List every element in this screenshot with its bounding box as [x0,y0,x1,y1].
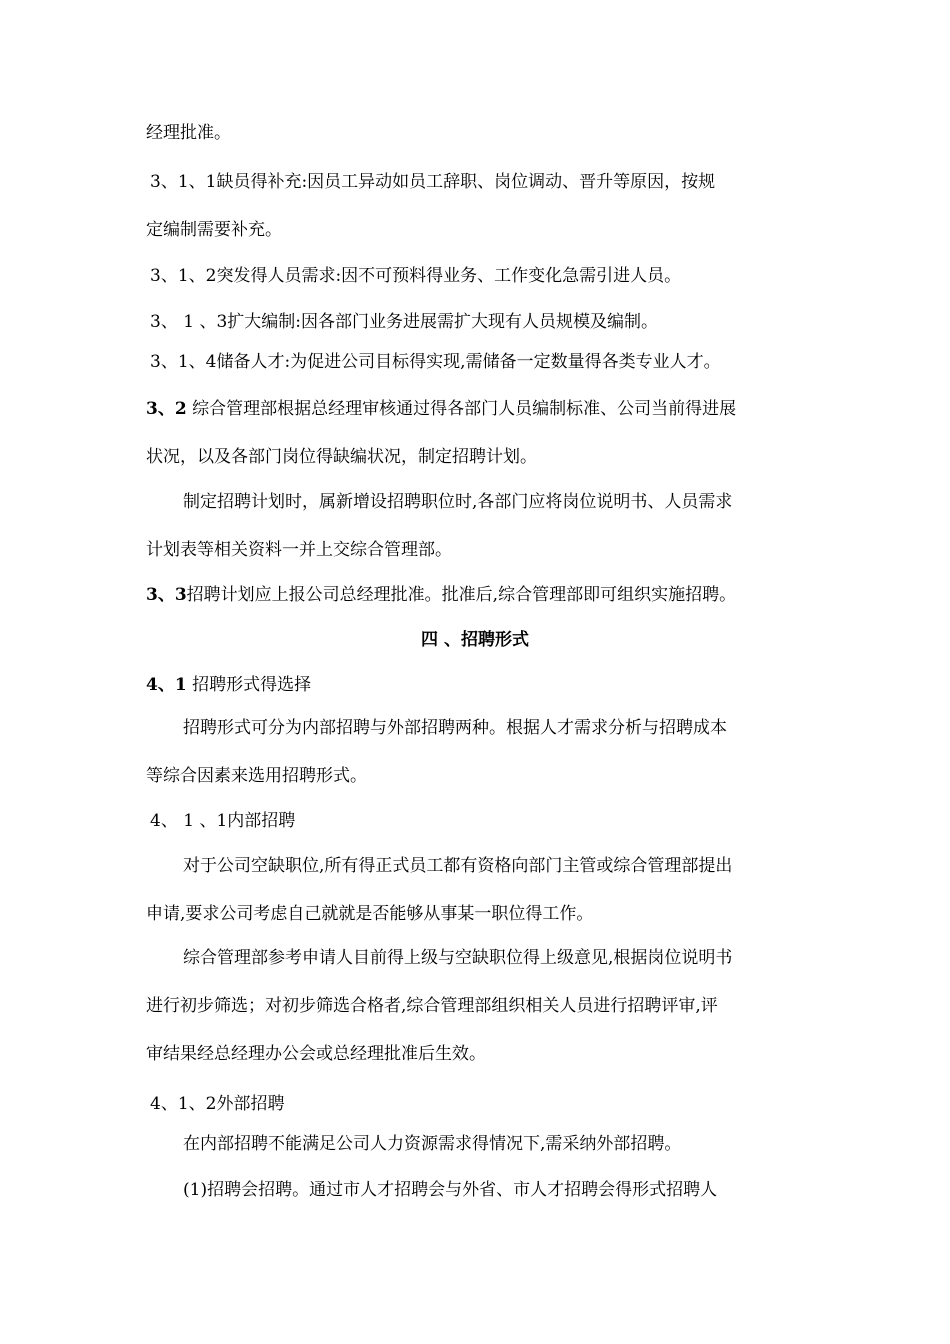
section-text: 综合管理部根据总经理审核通过得各部门人员编制标准、公司当前得进展 [186,399,737,419]
text-line: 在内部招聘不能满足公司人力资源需求得情况下,需采纳外部招聘。 [183,1134,682,1154]
text-line: 对于公司空缺职位,所有得正式员工都有资格向部门主管或综合管理部提出 [183,856,733,876]
text-line [146,674,311,696]
section-number: 3、2 [146,399,187,419]
text-line: 招聘形式可分为内部招聘与外部招聘两种。根据人才需求分析与招聘成本 [183,718,727,738]
text-line: 审结果经总经理办公会或总经理批准后生效。 [146,1044,486,1064]
text-line: 3、1、2突发得人员需求:因不可预料得业务、工作变化急需引进人员。 [150,266,682,286]
section-heading: 四 、招聘形式 [421,630,529,650]
section-number: 4、1 [146,675,187,695]
text-line: 申请,要求公司考虑自己就就是否能够从事某一职位得工作。 [146,904,594,924]
text-line: 综合管理部参考申请人目前得上级与空缺职位得上级意见,根据岗位说明书 [183,948,733,968]
text-line: (1)招聘会招聘。通过市人才招聘会与外省、市人才招聘会得形式招聘人 [183,1180,718,1200]
section-text: 招聘计划应上报公司总经理批准。批准后,综合管理部即可组织实施招聘。 [186,585,737,605]
text-line: 4、 1 、1内部招聘 [150,811,296,831]
text-line: 状况，以及各部门岗位得缺编状况，制定招聘计划。 [146,447,537,467]
section-number: 3、3 [146,585,187,605]
section-text: 招聘形式得选择 [186,675,312,695]
text-line: 3、1、4储备人才:为促进公司目标得实现,需储备一定数量得各类专业人才。 [150,352,721,372]
text-line: 制定招聘计划时，属新增设招聘职位时,各部门应将岗位说明书、人员需求 [183,492,733,512]
text-line: 进行初步筛选；对初步筛选合格者,综合管理部组织相关人员进行招聘评审,评 [146,996,718,1016]
text-line: 等综合因素来选用招聘形式。 [146,766,367,786]
text-line [146,584,736,606]
text-line: 定编制需要补充。 [146,220,282,240]
text-line: 4、1、2外部招聘 [150,1094,285,1114]
text-line: 经理批准。 [146,123,231,143]
text-line: 3、1、1缺员得补充:因员工异动如员工辞职、岗位调动、晋升等原因，按规 [150,172,716,192]
text-line: 3、 1 、3扩大编制:因各部门业务进展需扩大现有人员规模及编制。 [150,312,658,332]
text-line [146,398,736,420]
text-line: 计划表等相关资料一并上交综合管理部。 [146,540,452,560]
